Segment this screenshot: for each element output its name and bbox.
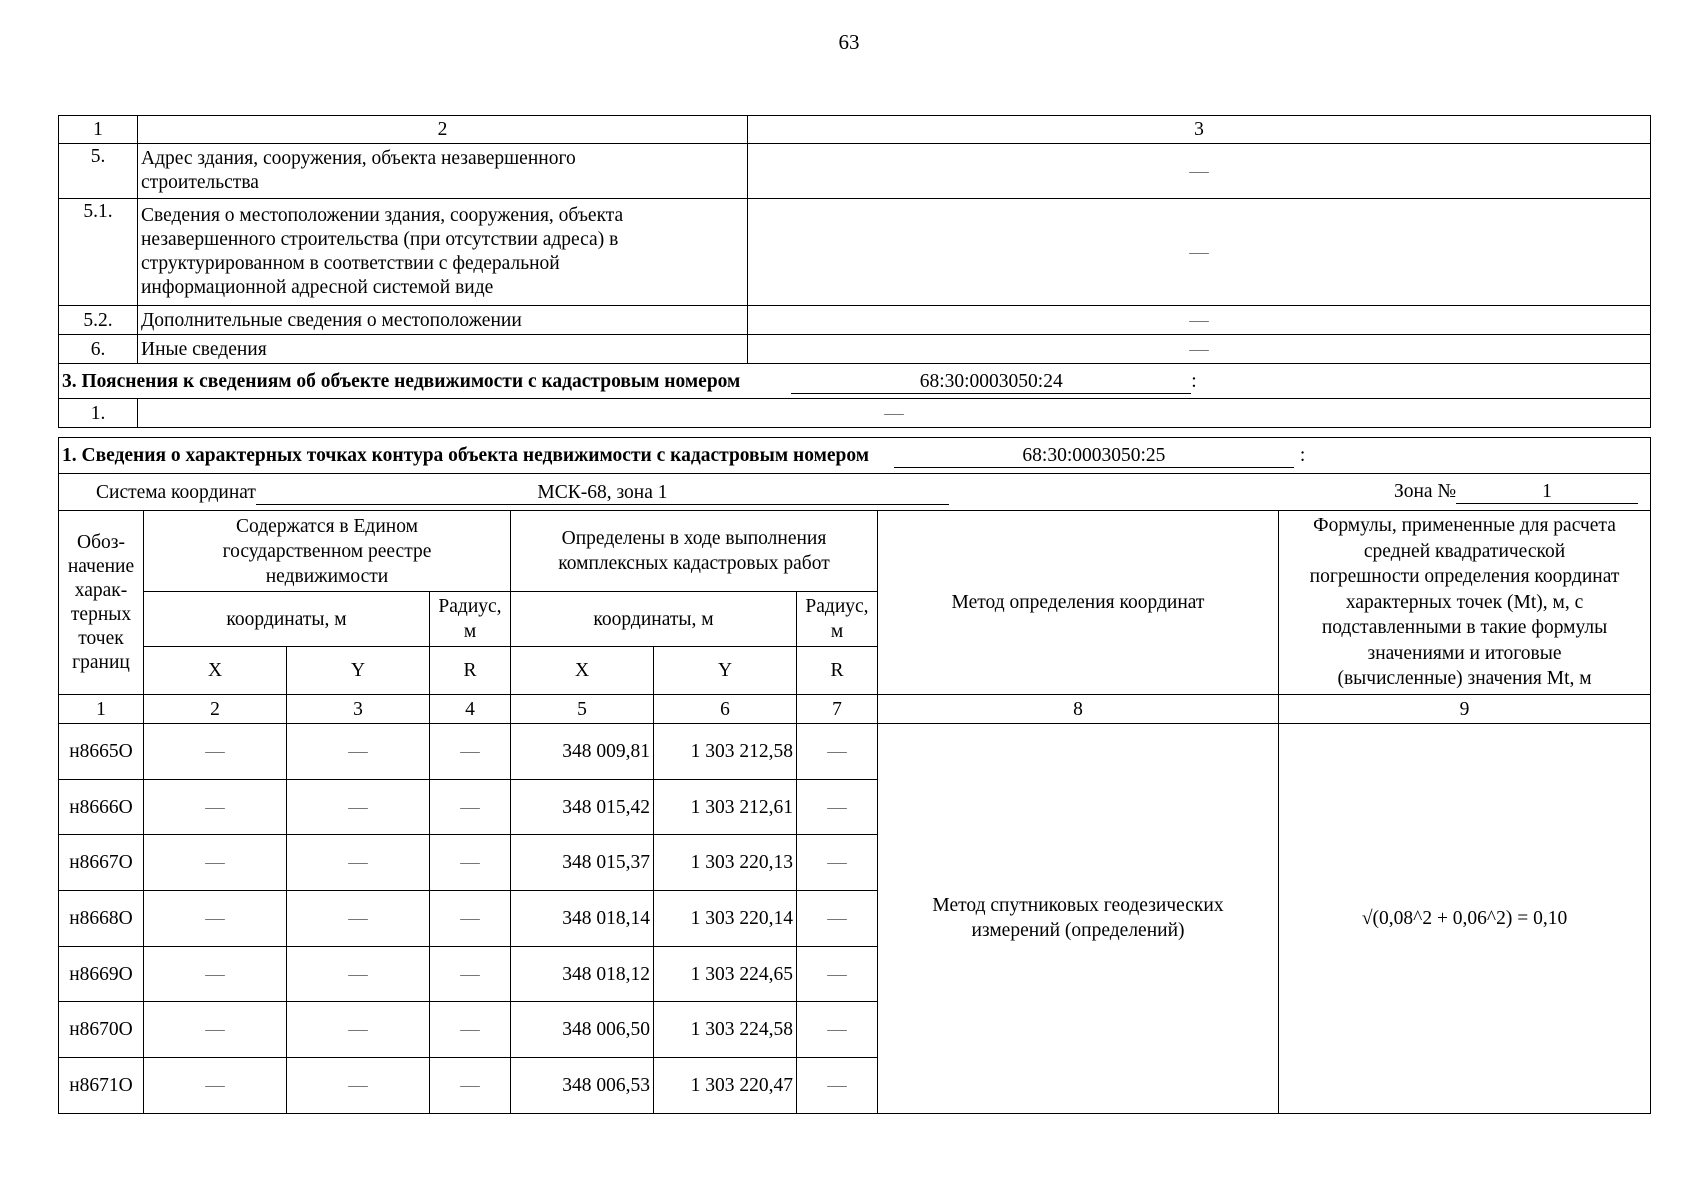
col-kkr-x: X [511, 647, 654, 695]
egrn-y: — [287, 835, 430, 891]
header-line: начение [67, 555, 135, 577]
kkr-y: 1 303 220,14 [654, 891, 797, 947]
col-kkr-radius-header [797, 592, 878, 647]
point-name: н8671О [59, 1058, 144, 1114]
column-number: 4 [430, 695, 511, 724]
label-line: Сведения о местоположении здания, сооружения, объекта [141, 205, 624, 226]
column-number: 2 [144, 695, 287, 724]
row-value: — [748, 144, 1651, 199]
egrn-r: — [430, 724, 511, 780]
info-row-location [59, 199, 1651, 306]
section1-cadastral-number: 68:30:0003050:25 [894, 445, 1294, 468]
kkr-x: 348 015,37 [511, 835, 654, 891]
coord-system-row [59, 474, 1651, 511]
header-line: погрешности определения координат [1309, 566, 1620, 588]
egrn-y: — [287, 891, 430, 947]
section3-title-row [59, 364, 1651, 399]
egrn-x: — [144, 1002, 287, 1058]
kkr-r: — [797, 724, 878, 780]
header-cell: 3 [748, 116, 1651, 144]
kkr-r: — [797, 1002, 878, 1058]
header-line: недвижимости [265, 565, 389, 587]
kkr-r: — [797, 1058, 878, 1114]
col-egrn-y: Y [287, 647, 430, 695]
header-line: точек [78, 627, 124, 649]
egrn-x: — [144, 1058, 287, 1114]
point-name: н8667О [59, 835, 144, 891]
method-line: Метод спутниковых геодезических [932, 895, 1224, 917]
col-formula-header [1279, 511, 1651, 695]
column-header-row-1 [59, 511, 1651, 592]
header-line: м [830, 621, 844, 642]
egrn-x: — [144, 724, 287, 780]
row-number: 5.2. [59, 306, 138, 335]
header-line: комплексных кадастровых работ [558, 553, 830, 574]
kkr-x: 348 018,12 [511, 946, 654, 1002]
building-info-table [58, 115, 1651, 428]
header-cell: 1 [59, 116, 138, 144]
info-row-address [59, 144, 1651, 199]
zone-label: Зона № [1393, 481, 1457, 502]
kkr-x: 348 015,42 [511, 779, 654, 835]
row-value: — [138, 399, 1651, 428]
point-name: н8670О [59, 1002, 144, 1058]
kkr-y: 1 303 212,58 [654, 724, 797, 780]
row-value: — [748, 306, 1651, 335]
coord-system-label: Система координат [96, 481, 256, 503]
row-value: — [748, 335, 1651, 364]
row-number: 1. [59, 399, 138, 428]
egrn-x: — [144, 946, 287, 1002]
row-number: 6. [59, 335, 138, 364]
info-row-extra-location [59, 306, 1651, 335]
col-egrn-radius-header [430, 592, 511, 647]
kkr-r: — [797, 946, 878, 1002]
header-line: государственном реестре [222, 540, 432, 562]
egrn-y: — [287, 779, 430, 835]
column-numbers-row [59, 695, 1651, 724]
section1-title-text: 1. Сведения о характерных точках контура объекта недвижимости с кадастровым номером [62, 445, 870, 466]
coord-system-value: МСК-68, зона 1 [256, 482, 949, 505]
section3-suffix: : [1191, 370, 1197, 392]
col-egrn-header [144, 511, 511, 592]
method-value [878, 724, 1279, 1114]
section3-title-text: 3. Пояснения к сведениям об объекте недвижимости с кадастровым номером [62, 370, 741, 392]
method-line: измерений (определений) [971, 920, 1185, 942]
egrn-y: — [287, 946, 430, 1002]
egrn-r: — [430, 1002, 511, 1058]
section3-cadastral-number: 68:30:0003050:24 [791, 371, 1191, 394]
kkr-x: 348 006,50 [511, 1002, 654, 1058]
egrn-y: — [287, 1002, 430, 1058]
row-number: 5. [59, 144, 138, 199]
label-line: структурированном в соответствии с федеральной [141, 253, 560, 274]
egrn-r: — [430, 835, 511, 891]
row-label [138, 199, 748, 306]
egrn-y: — [287, 724, 430, 780]
column-number: 5 [511, 695, 654, 724]
header-line: Обоз- [77, 531, 125, 553]
row-number: 5.1. [59, 199, 138, 306]
header-row [59, 116, 1651, 144]
col-egrn-r: R [430, 647, 511, 695]
col-kkr-r: R [797, 647, 878, 695]
label-line: незавершенного строительства (при отсутствии адреса) в [141, 229, 619, 250]
header-line: характерных точек (Mt), м, с [1345, 591, 1584, 613]
column-number: 3 [287, 695, 430, 724]
header-line: Содержатся в Едином [236, 515, 418, 537]
point-name: н8668О [59, 891, 144, 947]
header-line: (вычисленные) значения Mt, м [1337, 668, 1592, 690]
formula-value: √(0,08^2 + 0,06^2) = 0,10 [1279, 724, 1651, 1114]
kkr-r: — [797, 835, 878, 891]
point-name: н8665О [59, 724, 144, 780]
section1-title-row [59, 438, 1651, 474]
col-kkr-header [511, 511, 878, 592]
header-line: Радиус, [438, 596, 502, 617]
egrn-x: — [144, 835, 287, 891]
kkr-r: — [797, 779, 878, 835]
header-cell: 2 [138, 116, 748, 144]
col-egrn-x: X [144, 647, 287, 695]
kkr-r: — [797, 891, 878, 947]
header-line: терных [70, 603, 132, 625]
header-line: харак- [74, 579, 128, 601]
label-line: информационной адресной системой виде [141, 277, 494, 298]
info-row-other [59, 335, 1651, 364]
header-line: средней квадратической [1363, 540, 1566, 562]
coord-system [59, 474, 1651, 511]
column-number: 6 [654, 695, 797, 724]
table-row [59, 724, 1651, 780]
kkr-y: 1 303 212,61 [654, 779, 797, 835]
row-label [138, 144, 748, 199]
egrn-r: — [430, 891, 511, 947]
characteristic-points-table [58, 437, 1651, 1114]
header-line: Определены в ходе выполнения [561, 528, 827, 549]
section1-title [59, 438, 1651, 474]
zone-value: 1 [1456, 481, 1638, 504]
row-label: Иные сведения [138, 335, 748, 364]
point-name: н8666О [59, 779, 144, 835]
egrn-r: — [430, 1058, 511, 1114]
column-number: 8 [878, 695, 1279, 724]
egrn-r: — [430, 946, 511, 1002]
egrn-r: — [430, 779, 511, 835]
header-line: Радиус, [805, 596, 869, 617]
page-number: 63 [838, 30, 860, 54]
col-kkr-y: Y [654, 647, 797, 695]
label-line: строительства [141, 172, 259, 193]
column-number: 7 [797, 695, 878, 724]
row-label: Дополнительные сведения о местоположении [138, 306, 748, 335]
kkr-y: 1 303 224,65 [654, 946, 797, 1002]
header-line: Формулы, примененные для расчета [1313, 515, 1616, 537]
header-line: границ [72, 651, 130, 673]
egrn-x: — [144, 891, 287, 947]
col-point-name-header [59, 511, 144, 695]
header-line: значениями и итоговые [1367, 642, 1562, 664]
col-method-header: Метод определения координат [878, 511, 1279, 695]
header-line: подставленными в такие формулы [1321, 617, 1608, 639]
egrn-x: — [144, 779, 287, 835]
egrn-y: — [287, 1058, 430, 1114]
kkr-x: 348 006,53 [511, 1058, 654, 1114]
point-name: н8669О [59, 946, 144, 1002]
section1-suffix: : [1299, 445, 1306, 466]
kkr-y: 1 303 220,13 [654, 835, 797, 891]
kkr-x: 348 009,81 [511, 724, 654, 780]
header-line: м [463, 621, 477, 642]
kkr-y: 1 303 224,58 [654, 1002, 797, 1058]
col-kkr-coords-header: координаты, м [511, 592, 797, 647]
section3-title [59, 364, 1651, 399]
label-line: Адрес здания, сооружения, объекта незавершенного [141, 148, 576, 169]
kkr-y: 1 303 220,47 [654, 1058, 797, 1114]
row-value: — [748, 199, 1651, 306]
col-egrn-coords-header: координаты, м [144, 592, 430, 647]
column-number: 9 [1279, 695, 1651, 724]
section3-row [59, 399, 1651, 428]
kkr-x: 348 018,14 [511, 891, 654, 947]
column-number: 1 [59, 695, 144, 724]
